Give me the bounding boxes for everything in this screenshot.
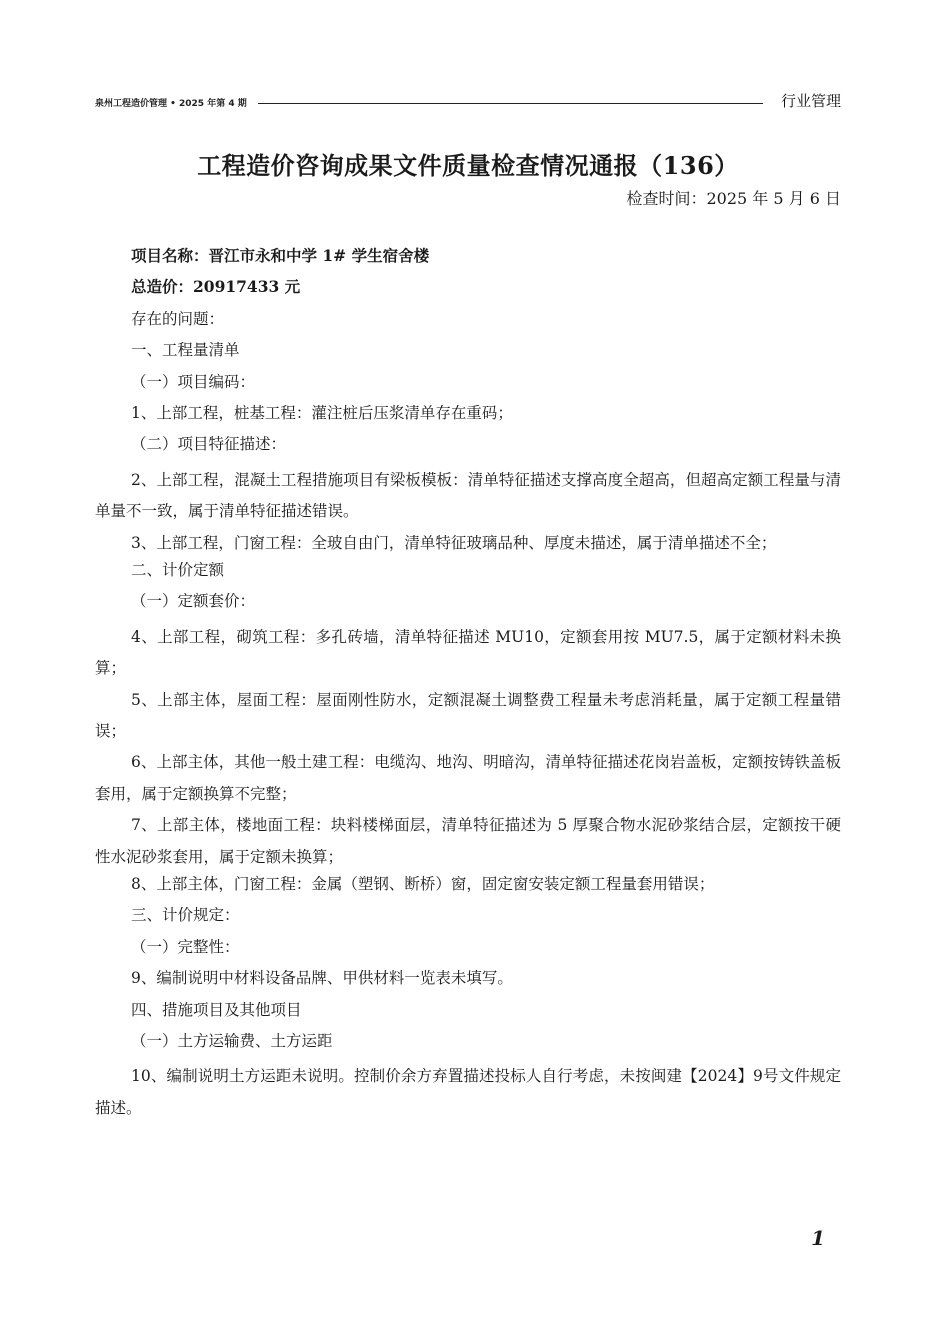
page-title: 工程造价咨询成果文件质量检查情况通报（136）	[197, 151, 739, 180]
list-item: （一）项目编码：	[131, 372, 256, 391]
project-name: 项目名称：晋江市永和中学 1# 学生宿舍楼	[131, 246, 430, 265]
list-item: 9、编制说明中材料设备品牌、甲供材料一览表未填写。	[131, 969, 513, 988]
list-item: （二）项目特征描述：	[131, 435, 287, 454]
list-item: 4、上部工程，砌筑工程：多孔砖墙，清单特征描述 MU10，定额套用按 MU7.5，属于定额材料未换算；	[95, 627, 841, 678]
header-rule	[258, 103, 763, 104]
page-number: 1	[811, 1226, 825, 1250]
journal-issue: 泉州工程造价管理 • 2025 年第 4 期	[95, 99, 247, 109]
list-item: 1、上部工程，桩基工程：灌注桩后压浆清单存在重码；	[131, 403, 513, 422]
list-item: 5、上部主体，屋面工程：屋面刚性防水，定额混凝土调整费工程量未考虑消耗量，属于定额工程量错误；	[95, 690, 841, 740]
section-name: 行业管理	[780, 92, 841, 110]
list-item: 10、编制说明土方运距未说明。控制价余方弃置描述投标人自行考虑，未按闽建【2024】9号文件规定描述。	[95, 1067, 841, 1117]
total-cost: 总造价：20917433 元	[131, 277, 301, 297]
list-item: 一、工程量清单	[131, 341, 240, 360]
report-body	[95, 245, 841, 1124]
list-item: 三、计价规定：	[131, 906, 240, 925]
list-item: 6、上部主体，其他一般土建工程：电缆沟、地沟、明暗沟，清单特征描述花岗岩盖板，定额按铸铁盖板套用，属于定额换算不完整；	[95, 753, 841, 803]
list-item: 四、措施项目及其他项目	[131, 1000, 302, 1019]
list-item: 7、上部主体，楼地面工程：块料楼梯面层，清单特征描述为 5 厚聚合物水泥砂浆结合层，定额按干硬性水泥砂浆套用，属于定额未换算；	[95, 816, 841, 866]
list-item: 2、上部工程，混凝土工程措施项目有梁板模板：清单特征描述支撑高度全超高，但超高定额工程量与清单量不一致，属于清单特征描述错误。	[95, 470, 841, 521]
list-item: （一）土方运输费、土方运距	[131, 1031, 333, 1050]
issues-heading: 存在的问题：	[131, 309, 225, 328]
list-item: 3、上部工程，门窗工程：全玻自由门，清单特征玻璃品种、厚度未描述，属于清单描述不全；	[131, 533, 777, 552]
check-date: 检查时间：2025 年 5 月 6 日	[626, 189, 841, 208]
list-item: （一）完整性：	[131, 937, 240, 956]
list-item: （一）定额套价：	[131, 592, 256, 611]
running-header	[95, 88, 841, 112]
list-item: 8、上部主体，门窗工程：金属（塑钢、断桥）窗，固定窗安装定额工程量套用错误；	[131, 874, 715, 893]
list-item: 二、计价定额	[131, 560, 225, 579]
